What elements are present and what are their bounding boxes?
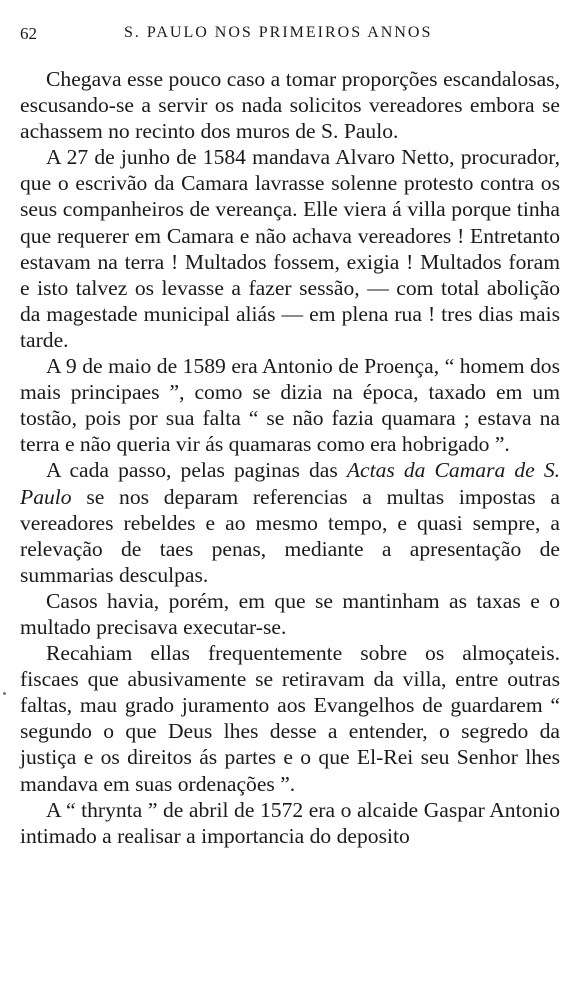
paragraph (20, 144, 560, 353)
paragraph (20, 457, 560, 587)
paragraph-text: A cada passo, pelas paginas das (46, 458, 347, 483)
book-page (20, 18, 560, 849)
paragraph (20, 640, 560, 797)
page-body (20, 66, 560, 849)
paragraph-text: A 27 de junho de 1584 mandava Alvaro Netto, procurador, que o escrivão da Camara lavrasse solenne protesto contra os seus companheiros de vereança. Elle viera á villa porque tinha que requerer em Camara e não achava vereadores ! Entretanto estavam na terra ! Multados fossem, exigia ! Multados foram e isto talvez os levasse a fazer sessão, — com total abolição da magestade municipal aliás — em plena rua ! tres dias mais tarde. (20, 145, 560, 352)
paragraph-text: Chegava esse pouco caso a tomar proporções escandalosas, escusando-se a servir os nada solicitos vereadores embora se achassem no recinto dos muros de S. Paulo. (20, 67, 560, 144)
paragraph (20, 353, 560, 457)
paragraph-text: A 9 de maio de 1589 era Antonio de Proença, “ homem dos mais principaes ”, como se dizia na época, taxado em um tostão, pois por sua falta “ se não fazia quamara ; estava na terra e não queria vir ás quamaras como era hobrigado ”. (20, 354, 560, 457)
paragraph-text: A “ thrynta ” de abril de 1572 era o alcaide Gaspar Antonio intimado a realisar a importancia do deposito (20, 797, 560, 848)
paragraph (20, 588, 560, 640)
paragraph-text: Casos havia, porém, em que se mantinham as taxas e o multado precisava executar-se. (20, 588, 560, 639)
paragraph (20, 797, 560, 849)
italic-title: Actas da Camara de S. Paulo (20, 458, 561, 509)
page-number: 62 (20, 24, 37, 43)
paragraph-text: Recahiam ellas frequentemente sobre os almoçateis. fiscaes que abusivamente se retiravam da villa, entre outras faltas, mau grado juramento aos Evangelhos de guardarem “ segundo o que Deus lhes desse a entender, o segredo da justiça e os direitos ás partes e o que El-Rei seu Senhor lhes mandava em suas ordenações ”. (20, 641, 560, 796)
paragraph-text: se nos deparam referencias a multas impostas a vereadores rebeldes e ao mesmo tempo, e quasi sempre, a relevação de taes penas, mediante a apresentação de summarias desculpas. (20, 484, 560, 587)
paragraph (20, 66, 560, 144)
page-header (20, 18, 560, 50)
running-title: S. PAULO NOS PRIMEIROS ANNOS (124, 24, 433, 41)
margin-speck (3, 692, 6, 695)
